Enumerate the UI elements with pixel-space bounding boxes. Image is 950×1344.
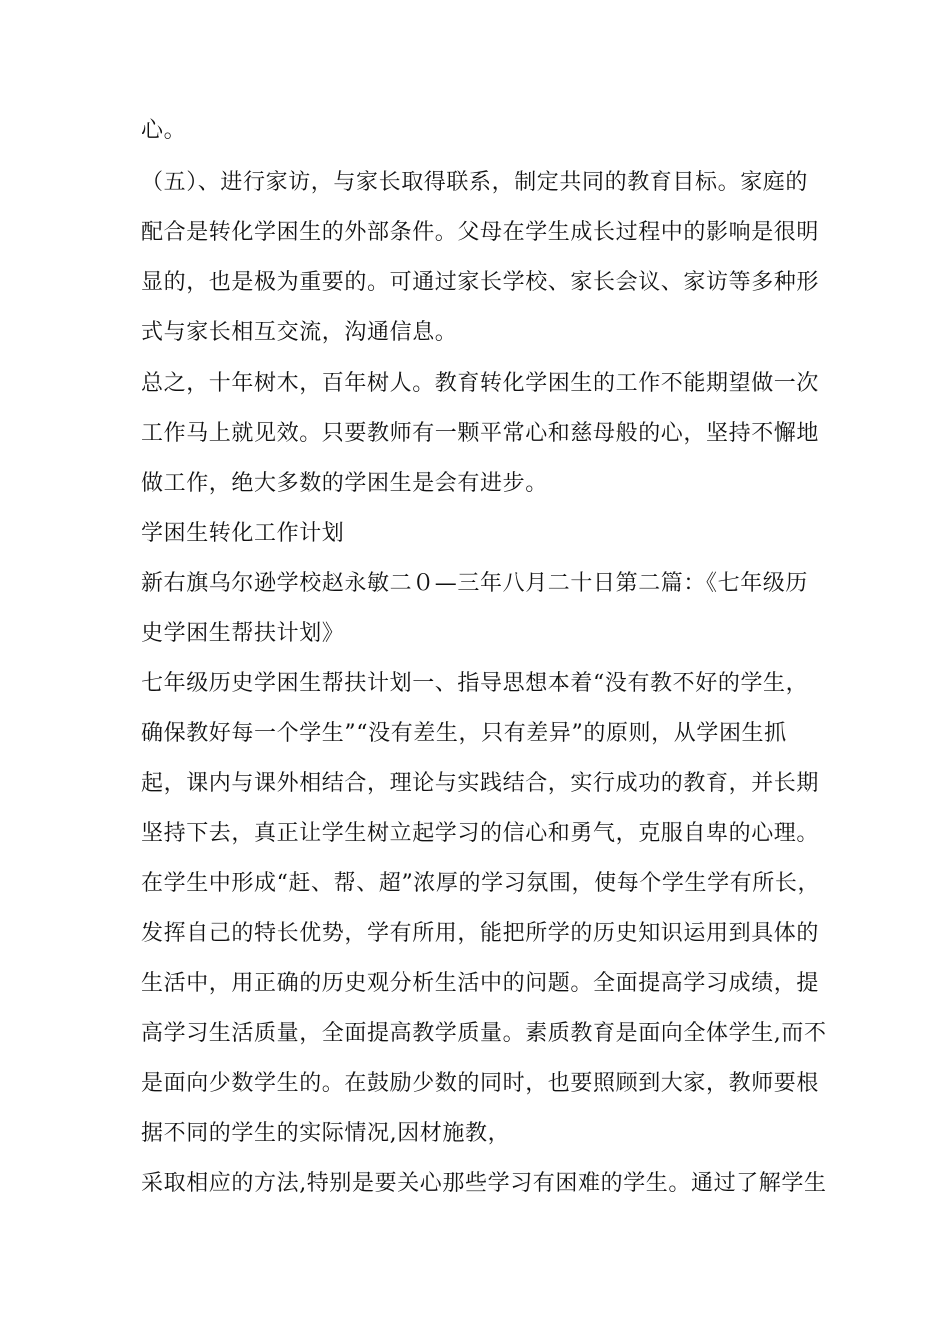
text-line: 发挥自己的特长优势，学有所用，能把所学的历史知识运用到具体的: [141, 921, 820, 946]
text-line: 高学习生活质量，全面提高教学质量。素质教育是面向全体学生,而不: [141, 1021, 827, 1046]
text-line: 式与家长相互交流，沟通信息。: [141, 320, 458, 345]
text-line: 工作马上就见效。只要教师有一颗平常心和慈母般的心，坚持不懈地: [141, 421, 820, 446]
text-line: 据不同的学生的实际情况,因材施教，: [141, 1121, 511, 1146]
text-line: 确保教好每一个学生”“没有差生，只有差异”的原则，从学困生抓: [141, 721, 787, 746]
text-line: 是面向少数学生的。在鼓励少数的同时，也要照顾到大家，教师要根: [141, 1071, 820, 1096]
text-line: 在学生中形成“赶、帮、超”浓厚的学习氛围，使每个学生学有所长，: [141, 871, 821, 896]
text-line: 七年级历史学困生帮扶计划一、指导思想本着“没有教不好的学生，: [141, 671, 809, 696]
text-line: 新右旗乌尔逊学校赵永敏二０—三年八月二十日第二篇：《七年级历: [141, 571, 809, 596]
text-line: 采取相应的方法,特别是要关心那些学习有困难的学生。通过了解学生: [141, 1171, 827, 1196]
text-line: 显的，也是极为重要的。可通过家长学校、家长会议、家访等多种形: [141, 270, 820, 295]
section-heading: 学困生转化工作计划: [141, 521, 345, 546]
text-line: 生活中，用正确的历史观分析生活中的问题。全面提高学习成绩，提: [141, 971, 820, 996]
text-line: 心。: [141, 118, 187, 143]
text-line: 史学困生帮扶计划》: [141, 621, 345, 646]
text-line: 配合是转化学困生的外部条件。父母在学生成长过程中的影响是很明: [141, 220, 820, 245]
text-line: 做工作，绝大多数的学困生是会有进步。: [141, 471, 548, 496]
text-line: 总之，十年树木，百年树人。教育转化学困生的工作不能期望做一次: [141, 371, 820, 396]
text-line: 坚持下去，真正让学生树立起学习的信心和勇气，克服自卑的心理。: [141, 821, 820, 846]
text-line: 起，课内与课外相结合，理论与实践结合，实行成功的教育，并长期: [141, 771, 820, 796]
text-line: （五）、进行家访，与家长取得联系，制定共同的教育目标。家庭的: [141, 170, 809, 195]
